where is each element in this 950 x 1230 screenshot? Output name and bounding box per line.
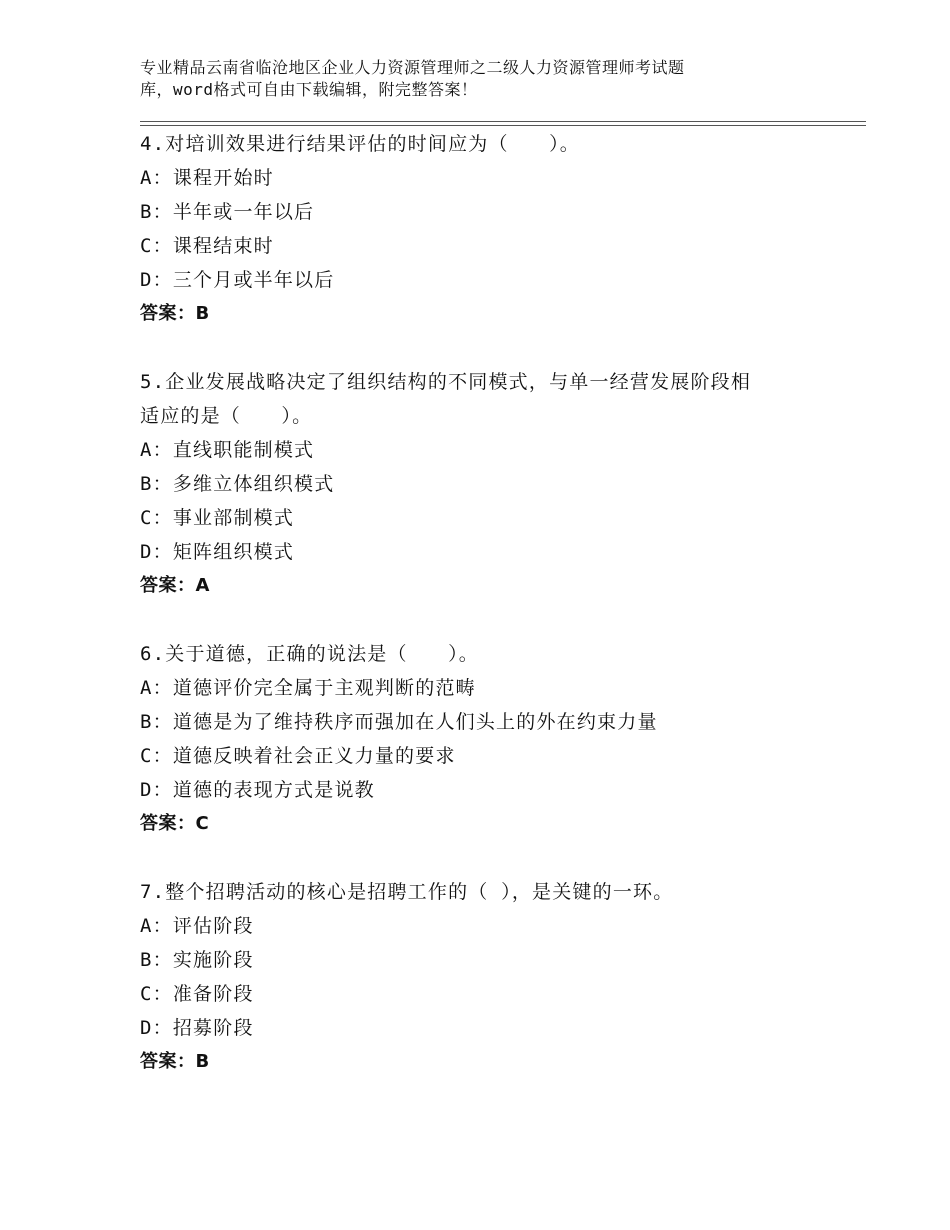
option-a: A：课程开始时 bbox=[140, 167, 274, 189]
header-title-line-2: 库，word格式可自由下载编辑，附完整答案！ bbox=[140, 80, 478, 99]
question-stem: 6.关于道德，正确的说法是（ ）。 bbox=[140, 643, 479, 665]
option-b: B：道德是为了维持秩序而强加在人们头上的外在约束力量 bbox=[140, 711, 658, 733]
option-b: B：多维立体组织模式 bbox=[140, 473, 335, 495]
option-d: D：矩阵组织模式 bbox=[140, 541, 295, 563]
document-header bbox=[140, 57, 780, 101]
option-c: C：课程结束时 bbox=[140, 235, 274, 257]
question-block bbox=[140, 365, 866, 603]
question-stem: 4.对培训效果进行结果评估的时间应为（ ）。 bbox=[140, 133, 580, 155]
question-block bbox=[140, 875, 866, 1079]
answer-line: 答案：A bbox=[140, 575, 210, 596]
answer-line: 答案：C bbox=[140, 813, 210, 834]
option-c: C：准备阶段 bbox=[140, 983, 254, 1005]
option-d: D：招募阶段 bbox=[140, 1017, 254, 1039]
question-list bbox=[140, 127, 866, 1113]
option-d: D：道德的表现方式是说教 bbox=[140, 779, 375, 801]
option-a: A：评估阶段 bbox=[140, 915, 254, 937]
option-d: D：三个月或半年以后 bbox=[140, 269, 335, 291]
question-stem-continued: 适应的是（ ）。 bbox=[140, 405, 313, 427]
question-stem: 7.整个招聘活动的核心是招聘工作的（ ），是关键的一环。 bbox=[140, 881, 674, 903]
header-divider-top bbox=[140, 121, 866, 122]
option-b: B：半年或一年以后 bbox=[140, 201, 315, 223]
option-c: C：道德反映着社会正义力量的要求 bbox=[140, 745, 456, 767]
header-divider-bottom bbox=[140, 125, 866, 126]
answer-line: 答案：B bbox=[140, 1051, 210, 1072]
question-stem: 5.企业发展战略决定了组织结构的不同模式，与单一经营发展阶段相 bbox=[140, 371, 752, 393]
option-a: A：道德评价完全属于主观判断的范畴 bbox=[140, 677, 476, 699]
question-block bbox=[140, 127, 866, 331]
option-b: B：实施阶段 bbox=[140, 949, 254, 971]
option-c: C：事业部制模式 bbox=[140, 507, 295, 529]
question-block bbox=[140, 637, 866, 841]
header-title-line-1: 专业精品云南省临沧地区企业人力资源管理师之二级人力资源管理师考试题 bbox=[140, 58, 685, 77]
option-a: A：直线职能制模式 bbox=[140, 439, 315, 461]
answer-line: 答案：B bbox=[140, 303, 210, 324]
